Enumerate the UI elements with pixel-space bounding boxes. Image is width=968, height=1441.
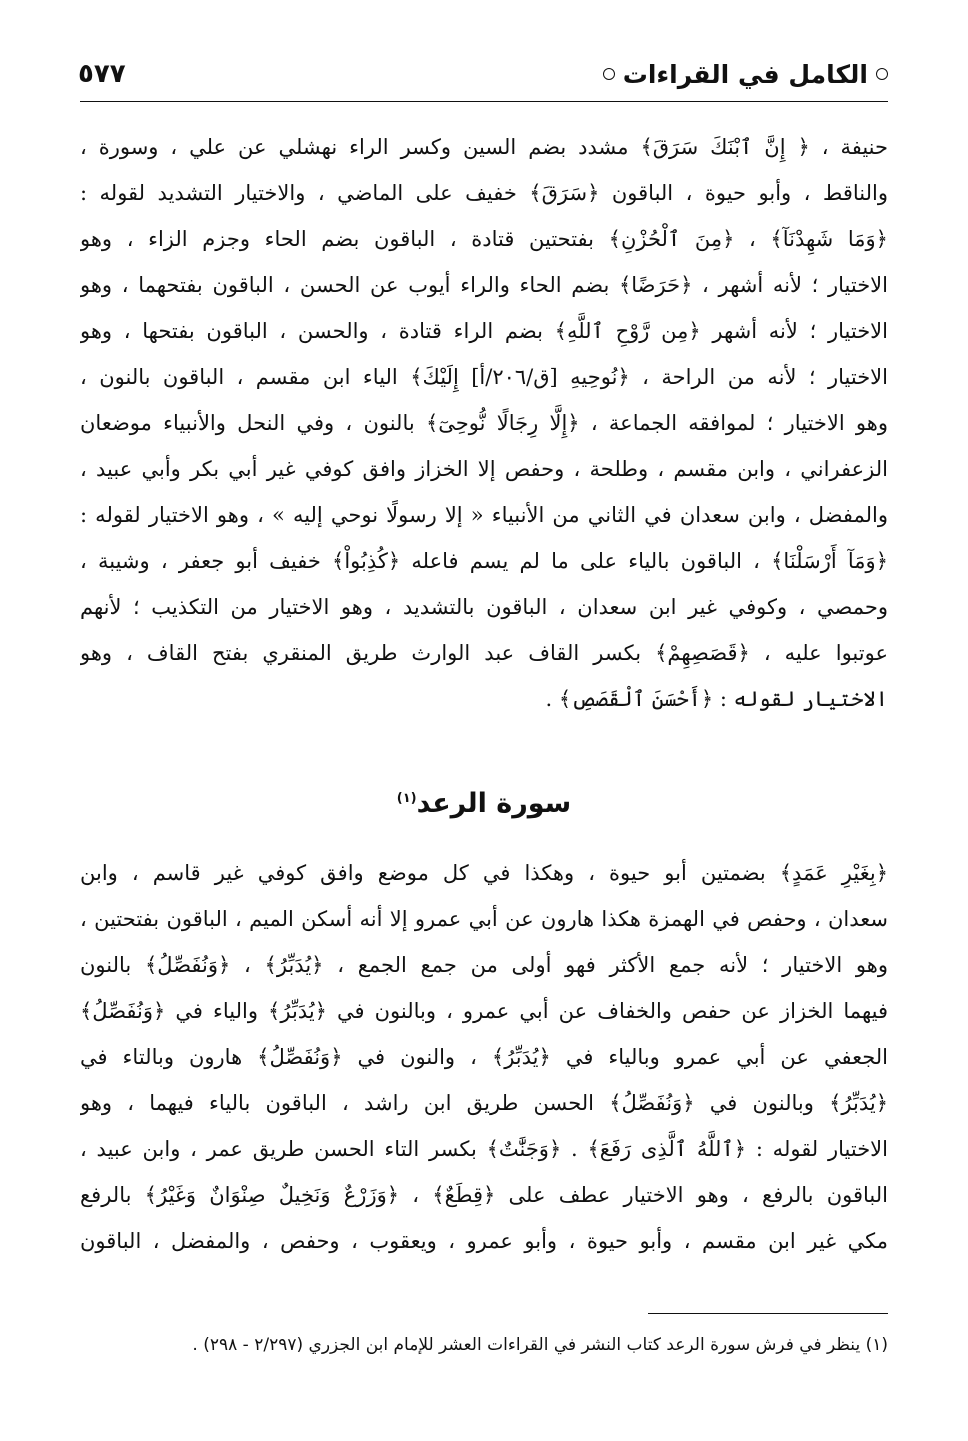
- text-line: حنيفة ، ﴿ إِنَّ ٱبْنَكَ سَرَقَ﴾ مشدد بضم السين وكسر الراء نهشلي عن علي ، وسورة ،: [80, 135, 888, 159]
- paragraph-1: [80, 124, 888, 722]
- text-line: الجعفي عن أبي عمرو وبالياء في ﴿يُدَبِّرُ﴾ ، والنون في ﴿وَنُفَصِّلُ﴾ هارون وبالتاء في: [80, 1045, 888, 1069]
- text-line: الاختيار لقوله : ﴿أَحْسَنَ ٱلْقَصَصِ﴾ .: [545, 687, 888, 711]
- paragraph-2: [80, 850, 888, 1264]
- text-line: والناقط ، وأبو حيوة ، الباقون ﴿سَرَقَ﴾ خفيف على الماضي ، والاختيار التشديد لقوله :: [80, 181, 888, 205]
- page-header: [78, 50, 888, 98]
- text-line: الباقون بالرفع ، وهو الاختيار عطف على ﴿قِطَعٌ﴾ ، ﴿وَزَرْعٌ وَنَخِيلٌ صِنْوَانٌ وَغَيْرُ﴾ بالرفع: [80, 1183, 888, 1207]
- text-line: سعدان ، وحفص في الهمزة هكذا هارون عن أبي عمرو إلا أنه أسكن الميم ، الباقون بفتحتين ،: [80, 907, 888, 931]
- text-line: مكي غير ابن مقسم ، وأبو حيوة ، وأبو عمرو ، ويعقوب ، وحفص ، والمفضل ، الباقون: [80, 1229, 888, 1253]
- footnote-rule: [648, 1313, 888, 1314]
- text-line: الاختيار ؛ لأنه أشهر ﴿مِن رَّوْحِ ٱللَّهِ﴾ بضم الراء قتادة ، والحسن ، الباقون بفتحها ، وهو: [80, 319, 888, 343]
- text-line: فيهما الخزاز عن حفص والخفاف عن أبي عمرو ، وبالنون في ﴿يُدَبِّرُ﴾ والياء في ﴿وَنُفَصِّلُ﴾: [80, 999, 888, 1023]
- text-line: الاختيار لقوله : ﴿ٱللَّهُ ٱلَّذِى رَفَعَ﴾ . ﴿وَجَنَّٰتٌ﴾ بكسر التاء الحسن طريق عمر ، وابن عبيد ،: [80, 1137, 888, 1161]
- text-line: وهو الاختيار ؛ لأنه جمع الأكثر فهو أولى من جمع الجمع ، ﴿يُدَبِّرُ﴾ ، ﴿وَنُفَصِّلُ﴾ بالنون: [80, 953, 888, 977]
- circle-ornament-icon: [876, 68, 888, 80]
- text-line: ﴿بِغَيْرِ عَمَدٍ﴾ بضمتين أبو حيوة ، وهكذا في كل موضع وافق كوفي غير قاسم ، وابن: [80, 861, 888, 885]
- footnote-marker: (١): [396, 791, 417, 806]
- text-line: الزعفراني ، وابن مقسم ، وطلحة ، وحفص إلا الخزاز وافق كوفي غير أبي بكر وأبي عبيد ،: [80, 457, 888, 481]
- circle-ornament-icon: [603, 68, 615, 80]
- text-line: ﴿وَمَآ أَرْسَلْنَا﴾ ، الباقون بالياء على ما لم يسم فاعله ﴿كُذِبُواْ﴾ خفيف أبو جعفر ، وشيبة ،: [80, 549, 888, 573]
- running-title: [603, 60, 888, 89]
- text-line: الاختيار ؛ لأنه من الراحة ، ﴿نُوحِيهِ [ق/٢٠٦/أ] إِلَيْكَ﴾ الياء ابن مقسم ، الباقون بالنون ،: [80, 365, 888, 389]
- header-rule: [80, 101, 888, 102]
- page-number: ٥٧٧: [78, 59, 126, 89]
- footnote: (١) ينظر في فرش سورة الرعد كتاب النشر في القراءات العشر للإمام ابن الجزري (٢/٢٩٧ - ٢٩٨) .: [192, 1335, 888, 1355]
- section-heading: [80, 788, 888, 838]
- section-heading-text: سورة الرعد: [416, 788, 572, 819]
- text-line: وهو الاختيار ؛ لموافقه الجماعة ، ﴿إِلَّا رِجَالًا نُّوحِىٓ﴾ بالنون ، وفي النحل والأنبياء موضعان: [80, 411, 888, 435]
- text-line: الاختيار ؛ لأنه أشهر ، ﴿حَرَضًا﴾ بضم الحاء والراء أيوب عن الحسن ، الباقون بفتحهما ، وهو: [80, 273, 888, 297]
- text-line: ﴿يُدَبِّرُ﴾ وبالنون في ﴿وَنُفَصِّلُ﴾ الحسن طريق ابن راشد ، الباقون بالياء فيهما ، وهو: [80, 1091, 888, 1115]
- text-line: عوتبوا عليه ، ﴿قَصَصِهِمْ﴾ بكسر القاف عبد الوارث طريق المنقري بفتح القاف ، وهو: [80, 641, 888, 665]
- text-line: ﴿وَمَا شَهِدْنَآ﴾ ، ﴿مِنَ ٱلْحُزْنِ﴾ بفتحتين قتادة ، الباقون بضم الحاء وجزم الزاء ، وهو: [80, 227, 888, 251]
- text-line: وحمصي ، وكوفي غير ابن سعدان ، الباقون بالتشديد ، وهو الاختيار من التكذيب ؛ لأنهم: [80, 595, 888, 619]
- running-title-text: الكامل في القراءات: [622, 59, 868, 89]
- text-line: والمفضل ، وابن سعدان في الثاني من الأنبياء « إلا رسولًا نوحي إليه » ، وهو الاختيار لقوله :: [80, 503, 888, 527]
